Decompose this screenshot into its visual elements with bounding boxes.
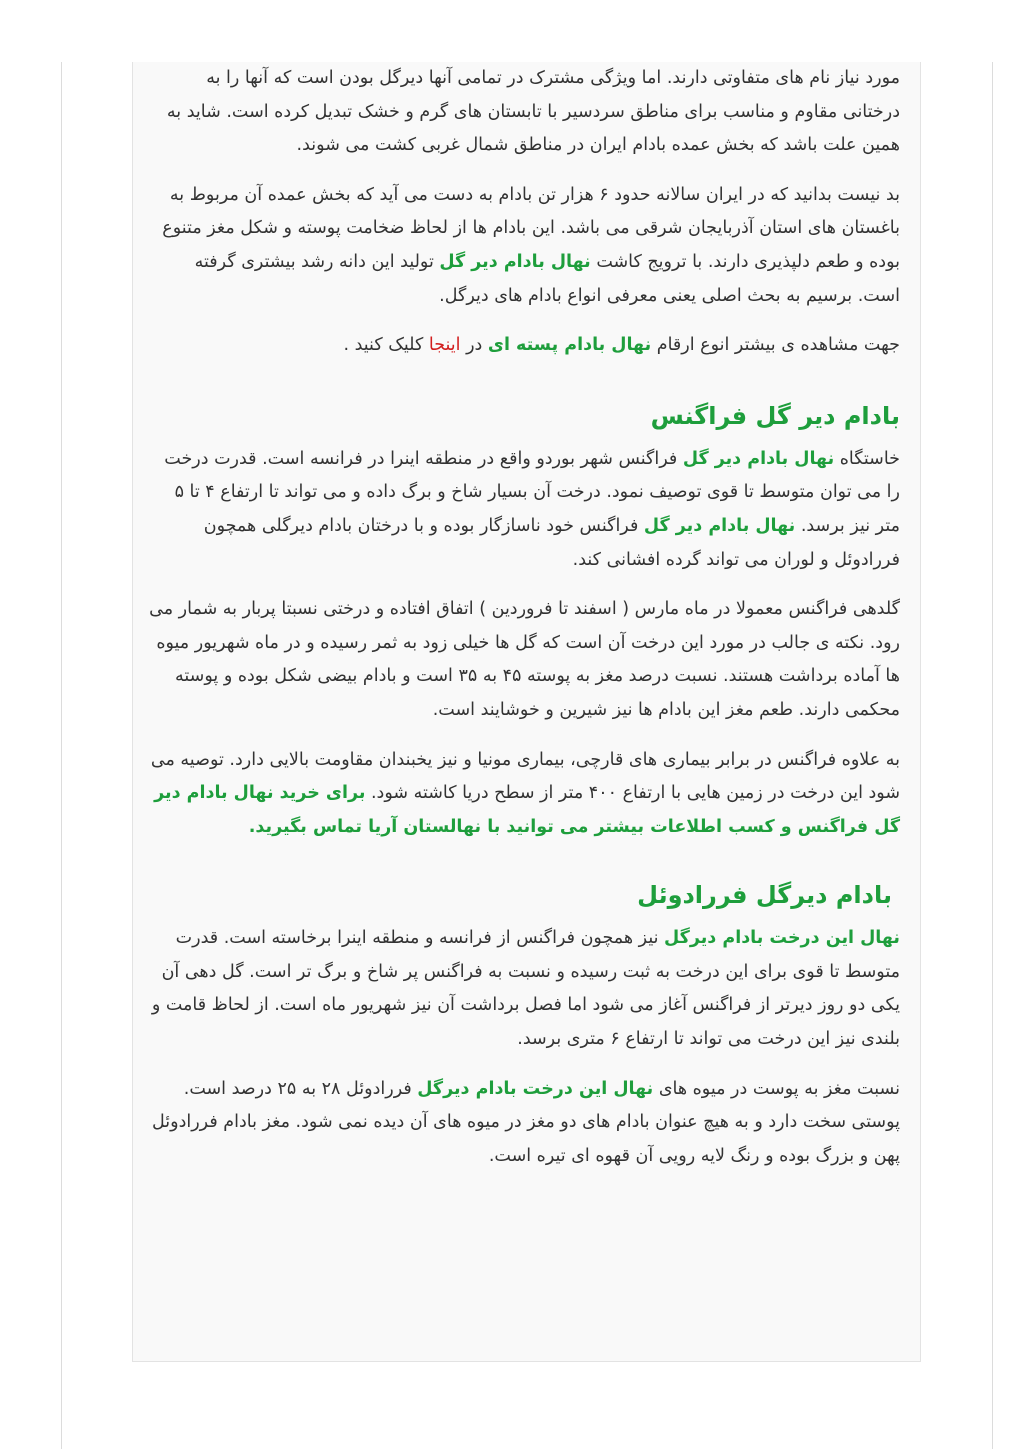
heading-fragnes: بادام دیر گل فراگنس	[650, 401, 900, 430]
paragraph-fragnes-flowering: گلدهی فراگنس معمولا در ماه مارس ( اسفند تا فروردین ) اتفاق افتاده و درختی نسبتا پربار به شمار می رود. نکته ی جالب در مورد این درخت آن است که گل ها خیلی زود به ثمر رسیده و در ماه شهریور میوه ها آماده برداشت هستند. نسبت درصد مغز به پوسته ۴۵ به ۳۵ است و بادام بیضی شکل بوده و پوسته محکمی دارند. طعم مغز این بادام ها نیز شیرین و خوشایند است.	[149, 599, 900, 720]
link-late-almond-seedling[interactable]: نهال بادام دیر گل	[682, 448, 835, 469]
link-pistachio-almond-seedling[interactable]: نهال بادام پسته ای	[487, 335, 652, 356]
link-late-almond-seedling[interactable]: نهال بادام دیر گل	[439, 251, 591, 272]
heading-ferraduel: بادام دیرگل فررادوئل	[637, 881, 892, 910]
paragraph-more-varieties	[147, 329, 900, 363]
link-late-almond-seedling[interactable]: نهال بادام دیر گل	[643, 515, 796, 536]
paragraph-ferraduel-kernel	[147, 1073, 900, 1174]
text: در	[460, 335, 488, 356]
text: نیز همچون فراگنس از فرانسه و منطقه اینرا برخاسته است. قدرت متوسط تا قوی برای این درخت به ثبت رسیده و نسبت به فراگنس پر شاخ و برگ تر است. گل دهی آن یکی دو روز دیرتر از فراگنس آغاز می شود اما فصل برداشت آن نیز شهریور ماه است. از لحاظ قامت و بلندی نیز این درخت می تواند تا ارتفاع ۶ متری برسد.	[151, 928, 900, 1050]
text: بد نیست بدانید که در ایران سالانه حدود ۶ هزار تن بادام به دست می آید که بخش عمده آن مربوط به باغستان های استان آذربایجان شرقی می باشد. این بادام ها از لحاظ ضخامت پوسته و شکل مغز متنوع بوده و طعم دلپذیری دارند. با ترویج کاشت	[162, 184, 900, 272]
text: فراگنس شهر بوردو واقع در منطقه اینرا در فرانسه است. قدرت درخت را می توان متوسط تا قوی توصیف نمود. درخت آن بسیار شاخ و برگ داده و می تواند تا ارتفاع ۴ تا ۵ متر نیز برسد.	[164, 448, 900, 536]
paragraph-fragnes-origin	[147, 443, 900, 577]
link-late-almond-tree-seedling[interactable]: نهال این درخت بادام دیرگل	[664, 928, 900, 949]
link-buy-fragnes[interactable]: برای خرید نهال بادام دیر گل فراگنس و کسب اطلاعات بیشتر می توانید با نهالستان آریا تماس بگیرید.	[154, 783, 900, 837]
text: تولید این دانه رشد بیشتری گرفته است. برسیم به بحث اصلی یعنی معرفی انواع بادام های دیرگل.	[194, 251, 900, 306]
text: فراگنس خود ناسازگار بوده و با درختان بادام دیرگلی همچون فررادوئل و لوران می تواند گرده افشانی کند.	[203, 515, 900, 570]
paragraph-production	[147, 179, 900, 313]
text: نسبت مغز به پوست در میوه های	[653, 1078, 900, 1099]
paragraph-intro-end: مورد نیاز نام های متفاوتی دارند. اما ویژگی مشترک در تمامی آنها دیرگل بودن است که آنها را به درختانی مقاوم و مناسب برای مناطق سردسیر با تابستان های گرم و خشک تبدیل کرده است. شاید به همین علت باشد که بخش عمده بادام ایران در مناطق شمال غربی کشت می شوند.	[166, 68, 900, 156]
text: کلیک کنید .	[343, 335, 429, 356]
text: فررادوئل ۲۸ به ۲۵ درصد است. پوستی سخت دارد و به هیچ عنوان بادام های دو مغز در میوه های آن دیده نمی شود. مغز بادام فررادوئل پهن و بزرگ بوده و رنگ لایه رویی آن قهوه ای تیره است.	[152, 1078, 900, 1166]
paragraph-ferraduel-origin	[147, 922, 900, 1056]
text: جهت مشاهده ی بیشتر انوع ارقام	[651, 335, 900, 356]
text: خاستگاه	[834, 448, 900, 469]
link-late-almond-tree-seedling[interactable]: نهال این درخت بادام دیرگل	[417, 1078, 654, 1099]
article-content	[132, 62, 921, 1362]
paragraph-fragnes-resistance	[147, 744, 900, 845]
link-here[interactable]: اینجا	[428, 335, 461, 356]
text: به علاوه فراگنس در برابر بیماری های قارچی، بیماری مونیا و نیز یخبندان مقاومت بالایی دارد. توصیه می شود این درخت در زمین هایی با ارتفاع ۴۰۰ متر از سطح دریا کاشته شود.	[150, 749, 900, 804]
